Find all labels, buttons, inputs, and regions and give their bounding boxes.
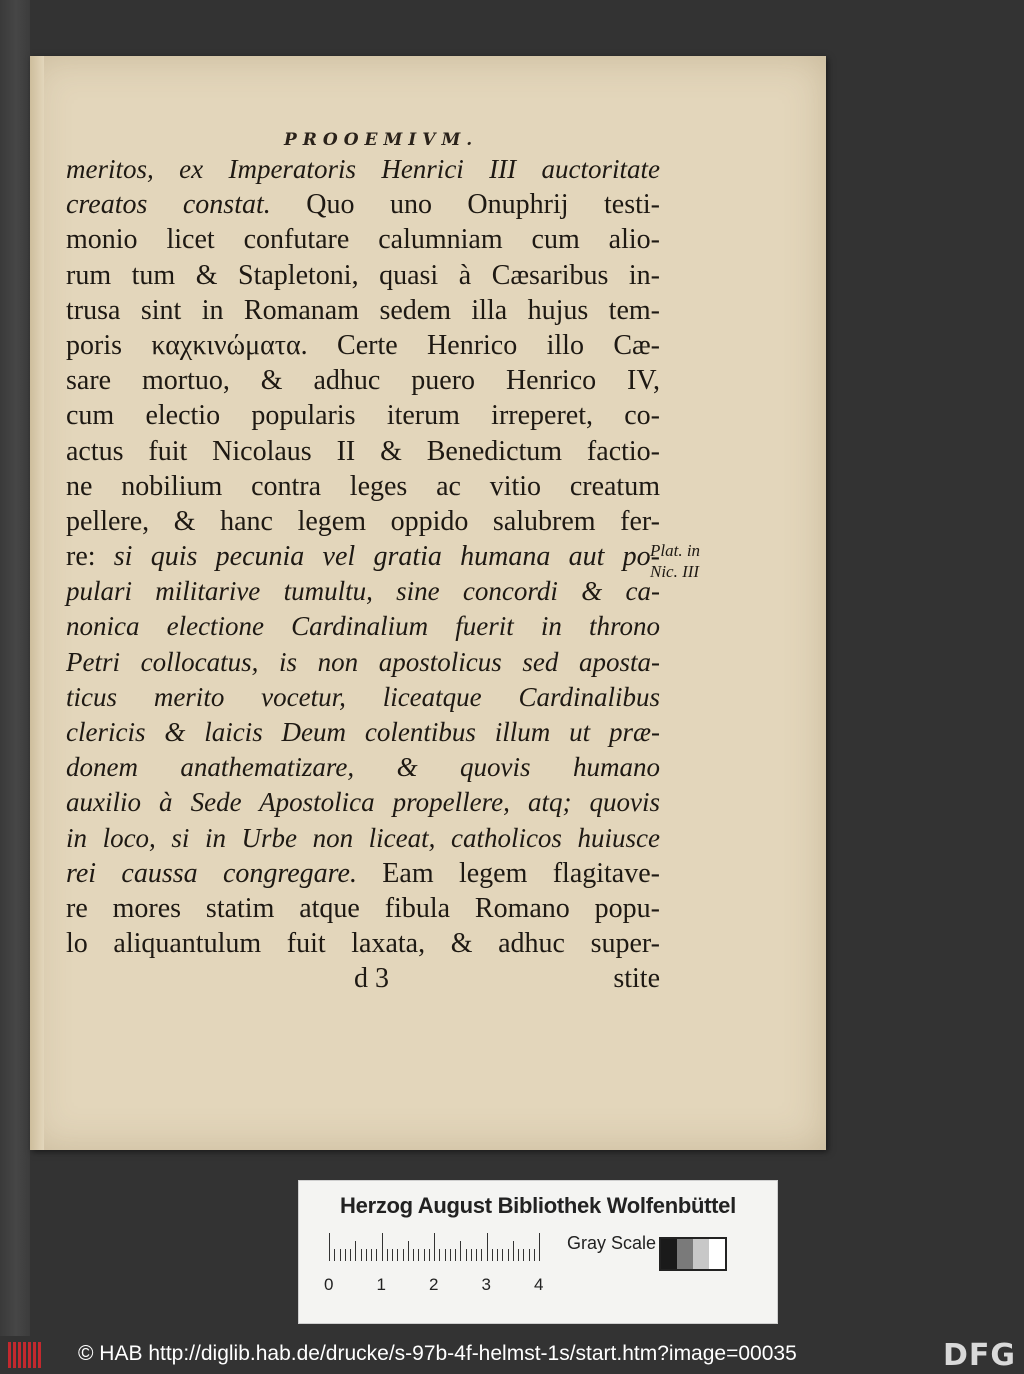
ruler-tick	[518, 1249, 519, 1261]
text-line-segment: re:	[66, 541, 96, 573]
text-line	[66, 539, 660, 574]
ruler-tick	[529, 1249, 530, 1261]
ruler-tick	[439, 1249, 440, 1261]
page-edge	[30, 56, 44, 1150]
ruler-tick	[455, 1249, 456, 1261]
text-line: in loco, si in Urbe non liceat, catholicos huiusce	[66, 822, 660, 853]
text-line: clericis & laicis Deum colentibus illum ut præ-	[66, 717, 660, 747]
ruler-tick	[371, 1249, 372, 1261]
library-label-card	[298, 1180, 778, 1324]
running-head: PROOEMIVM.	[284, 130, 479, 150]
text-line-segment: si quis pecunia vel gratia humana aut po-	[95, 541, 660, 573]
ruler-tick	[476, 1249, 477, 1261]
ruler-tick	[408, 1241, 409, 1261]
text-line: ne nobilium contra leges ac vitio creatum	[66, 470, 660, 502]
ruler-tick	[424, 1249, 425, 1261]
text-line: donem anathematizare, & quovis humano	[66, 752, 660, 783]
text-line: pulari militarive tumultu, sine concordi & ca-	[66, 576, 660, 607]
ruler-tick	[340, 1249, 341, 1261]
text-line: lo aliquantulum fuit laxata, & adhuc super-	[66, 928, 660, 960]
text-line-segment: Eam legem flagitave-	[356, 857, 660, 889]
gray-swatch	[677, 1239, 693, 1269]
signature-mark: d 3	[354, 963, 389, 995]
ruler-tick	[392, 1249, 393, 1261]
ruler-tick	[481, 1249, 482, 1261]
gray-scale-swatch	[659, 1237, 727, 1271]
catchword: stite	[613, 963, 660, 995]
hab-barcode-logo-icon	[8, 1342, 46, 1368]
text-line: Petri collocatus, is non apostolicus sed aposta-	[66, 646, 660, 677]
text-line: monio licet confutare calumniam cum alio-	[66, 224, 660, 256]
text-line: rum tum & Stapletoni, quasi à Cæsaribus in-	[66, 259, 660, 291]
ruler-number: 3	[481, 1275, 491, 1294]
text-line-segment: Quo uno Onuphrij testi-	[270, 189, 661, 221]
ruler-tick	[508, 1249, 509, 1261]
ruler-tick	[350, 1249, 351, 1261]
gray-swatch	[709, 1239, 725, 1269]
ruler-tick	[487, 1233, 488, 1261]
text-line: sare mortuo, & adhuc puero Henrico IV,	[66, 365, 660, 397]
text-line: meritos, ex Imperatoris Henrici III auctoritate	[66, 154, 660, 184]
text-line	[66, 856, 660, 891]
ruler-tick	[445, 1249, 446, 1261]
ruler-tick	[471, 1249, 472, 1261]
marginal-note	[650, 540, 740, 582]
ruler-tick	[366, 1249, 367, 1261]
ruler-tick	[460, 1241, 461, 1261]
ruler-number: 4	[534, 1275, 544, 1294]
text-line: cum electio popularis iterum irreperet, co-	[66, 400, 660, 432]
signature-line	[66, 961, 660, 996]
measurement-ruler	[324, 1233, 559, 1294]
ruler-number: 2	[429, 1275, 439, 1294]
text-line: trusa sint in Romanam sedem illa hujus tem-	[66, 294, 660, 326]
ruler-tick	[387, 1249, 388, 1261]
gray-scale-label: Gray Scale	[567, 1233, 657, 1253]
ruler-tick	[497, 1249, 498, 1261]
text-line: ticus merito vocetur, liceatque Cardinalibus	[66, 681, 660, 712]
ruler-tick	[355, 1241, 356, 1261]
ruler-tick	[397, 1249, 398, 1261]
ruler-tick	[413, 1249, 414, 1261]
ruler-tick	[513, 1241, 514, 1261]
footer-bar	[0, 1336, 1024, 1374]
ruler-tick	[376, 1249, 377, 1261]
ruler-tick	[502, 1249, 503, 1261]
ruler-tick	[492, 1249, 493, 1261]
ruler-tick	[345, 1249, 346, 1261]
ruler-number: 1	[376, 1275, 386, 1294]
ruler-tick	[382, 1233, 383, 1261]
source-url[interactable]: © HAB http://diglib.hab.de/drucke/s-97b-4f-helmst-1s/start.htm?image=00035	[78, 1342, 797, 1365]
ruler-tick	[466, 1249, 467, 1261]
ruler-tick	[450, 1249, 451, 1261]
ruler-tick	[403, 1249, 404, 1261]
ruler-tick	[434, 1233, 435, 1261]
ruler-tick	[361, 1249, 362, 1261]
book-page	[30, 56, 826, 1150]
marginal-note-line: Nic. III	[650, 562, 700, 581]
gray-swatch	[661, 1239, 677, 1269]
text-line: nonica electione Cardinalium fuerit in throno	[66, 611, 660, 642]
marginal-note-line: Plat. in	[650, 541, 701, 560]
text-line: re mores statim atque fibula Romano popu-	[66, 892, 660, 924]
ruler-tick	[418, 1249, 419, 1261]
dfg-logo: DFG	[942, 1338, 1016, 1373]
text-block	[66, 152, 660, 997]
library-name: Herzog August Bibliothek Wolfenbüttel	[340, 1193, 736, 1218]
text-line: poris καχκινώματα. Certe Henrico illo Cæ-	[66, 329, 660, 361]
ruler-tick	[523, 1249, 524, 1261]
text-line-segment: creatos constat.	[66, 189, 271, 221]
ruler-tick	[429, 1249, 430, 1261]
text-line: pellere, & hanc legem oppido salubrem fer-	[66, 505, 660, 537]
text-line	[66, 187, 660, 222]
ruler-tick	[539, 1233, 540, 1261]
ruler-tick	[534, 1249, 535, 1261]
gray-swatch	[693, 1239, 709, 1269]
ruler-tick	[334, 1249, 335, 1261]
ruler-tick	[329, 1233, 330, 1261]
text-line: actus fuit Nicolaus II & Benedictum factio-	[66, 435, 660, 467]
ruler-number: 0	[324, 1275, 334, 1294]
background-board	[0, 0, 30, 1336]
text-line: auxilio à Sede Apostolica propellere, atq; quovis	[66, 787, 660, 818]
text-line-segment: rei caussa congregare.	[66, 857, 357, 889]
